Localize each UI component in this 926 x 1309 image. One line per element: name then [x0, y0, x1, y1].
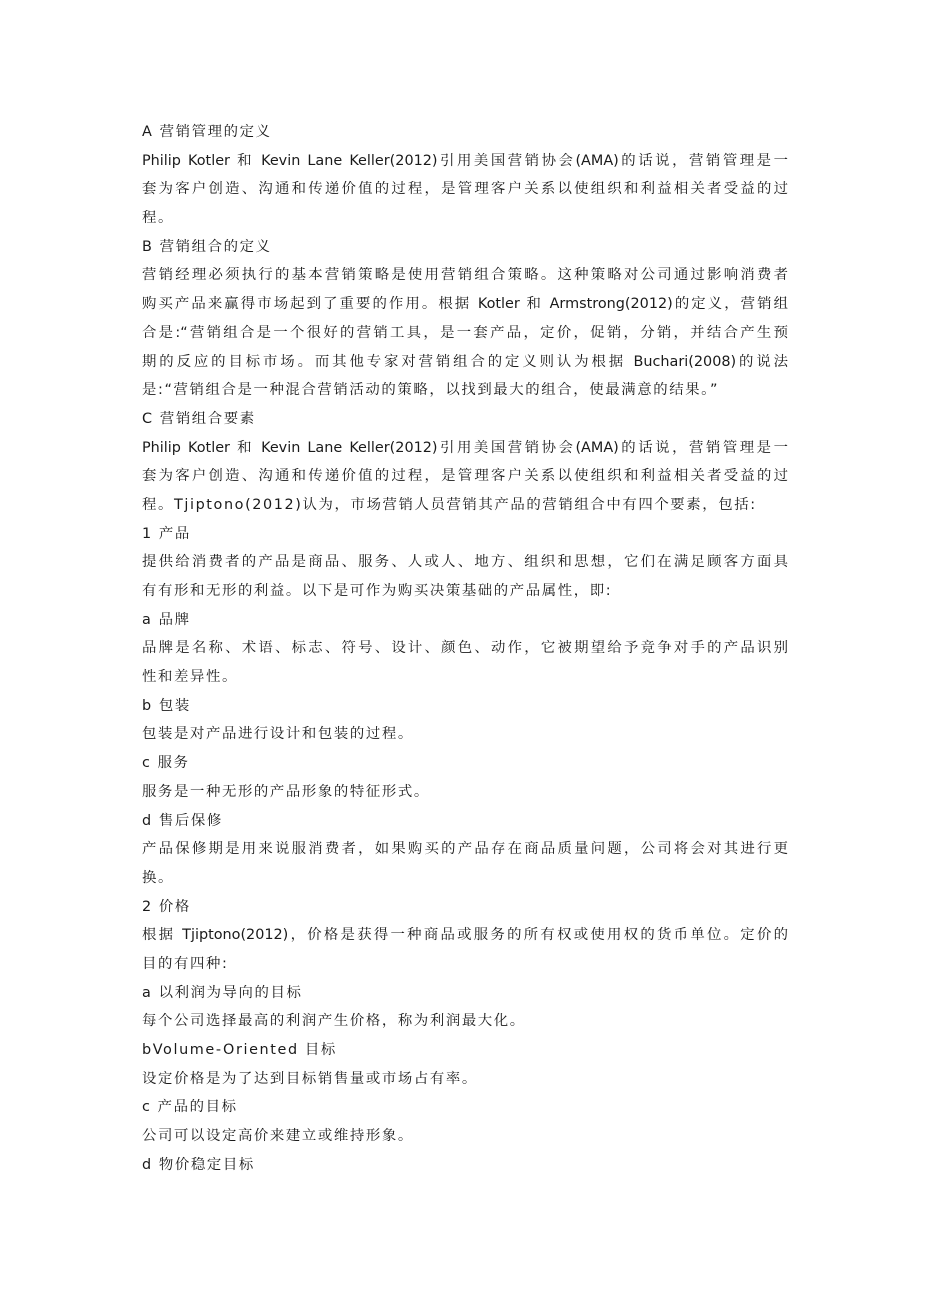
paragraph-line: 服务是一种无形的产品形象的特征形式。 [142, 783, 430, 800]
paragraph-line: 程。 [142, 210, 174, 227]
paragraph-line: 公司可以设定高价来建立或维持形象。 [142, 1128, 414, 1145]
subheading-volume-oriented: bVolume-Oriented 目标 [142, 1042, 337, 1058]
paragraph-line: 每个公司选择最高的利润产生价格，称为利润最大化。 [142, 1013, 526, 1030]
paragraph-line: 根据 Tjiptono(2012)，价格是获得一种商品或服务的所有权或使用权的货币单位。定价的 [142, 927, 788, 944]
heading-a: A 营销管理的定义 [142, 124, 272, 140]
subheading-packaging: b 包装 [142, 697, 191, 714]
document-body [142, 118, 788, 1179]
heading-2-price: 2 价格 [142, 898, 191, 915]
heading-b: B 营销组合的定义 [142, 238, 272, 255]
heading-1-product: 1 产品 [142, 525, 191, 542]
paragraph-line: 提供给消费者的产品是商品、服务、人或人、地方、组织和思想，它们在满足顾客方面具 [142, 554, 788, 571]
paragraph-line: 合是:“营销组合是一个很好的营销工具，是一套产品，定价，促销，分销，并结合产生预 [142, 324, 788, 341]
subheading-price-stability: d 物价稳定目标 [142, 1156, 255, 1173]
paragraph-line: 是:“营销组合是一种混合营销活动的策略，以找到最大的组合，使最满意的结果。” [142, 382, 720, 399]
paragraph-line: 设定价格是为了达到目标销售量或市场占有率。 [142, 1070, 478, 1087]
paragraph-line: 产品保修期是用来说服消费者，如果购买的产品存在商品质量问题，公司将会对其进行更 [142, 841, 788, 858]
paragraph-line: 包装是对产品进行设计和包装的过程。 [142, 726, 414, 743]
paragraph-line: Philip Kotler 和 Kevin Lane Keller(2012)引用美国营销协会(AMA)的话说，营销管理是一 [142, 439, 788, 456]
paragraph-line: 期的反应的目标市场。而其他专家对营销组合的定义则认为根据 Buchari(2008)的说法 [142, 353, 788, 370]
paragraph-line: 购买产品来赢得市场起到了重要的作用。根据 Kotler 和 Armstrong(2012)的定义，营销组 [142, 296, 788, 313]
paragraph-line: 有有形和无形的利益。以下是可作为购买决策基础的产品属性，即: [142, 583, 613, 599]
paragraph-line: 营销经理必须执行的基本营销策略是使用营销组合策略。这种策略对公司通过影响消费者 [142, 267, 788, 284]
subheading-warranty: d 售后保修 [142, 812, 223, 829]
subheading-profit-oriented: a 以利润为导向的目标 [142, 984, 303, 1001]
subheading-product-goal: c 产品的目标 [142, 1099, 238, 1116]
paragraph-line: 程。Tjiptono(2012)认为，市场营销人员营销其产品的营销组合中有四个要素，包括: [142, 496, 757, 513]
paragraph-line: 性和差异性。 [142, 669, 238, 686]
subheading-brand: a 品牌 [142, 611, 191, 628]
paragraph-line: Philip Kotler 和 Kevin Lane Keller(2012)引用美国营销协会(AMA)的话说，营销管理是一 [142, 152, 788, 169]
heading-c: C 营销组合要素 [142, 410, 256, 427]
paragraph-line: 品牌是名称、术语、标志、符号、设计、颜色、动作，它被期望给予竞争对手的产品识别 [142, 640, 788, 657]
paragraph-line: 套为客户创造、沟通和传递价值的过程，是管理客户关系以使组织和利益相关者受益的过 [142, 181, 788, 198]
subheading-service: c 服务 [142, 755, 190, 772]
paragraph-line: 目的有四种: [142, 955, 229, 972]
paragraph-line: 换。 [142, 869, 174, 886]
paragraph-line: 套为客户创造、沟通和传递价值的过程，是管理客户关系以使组织和利益相关者受益的过 [142, 468, 788, 485]
